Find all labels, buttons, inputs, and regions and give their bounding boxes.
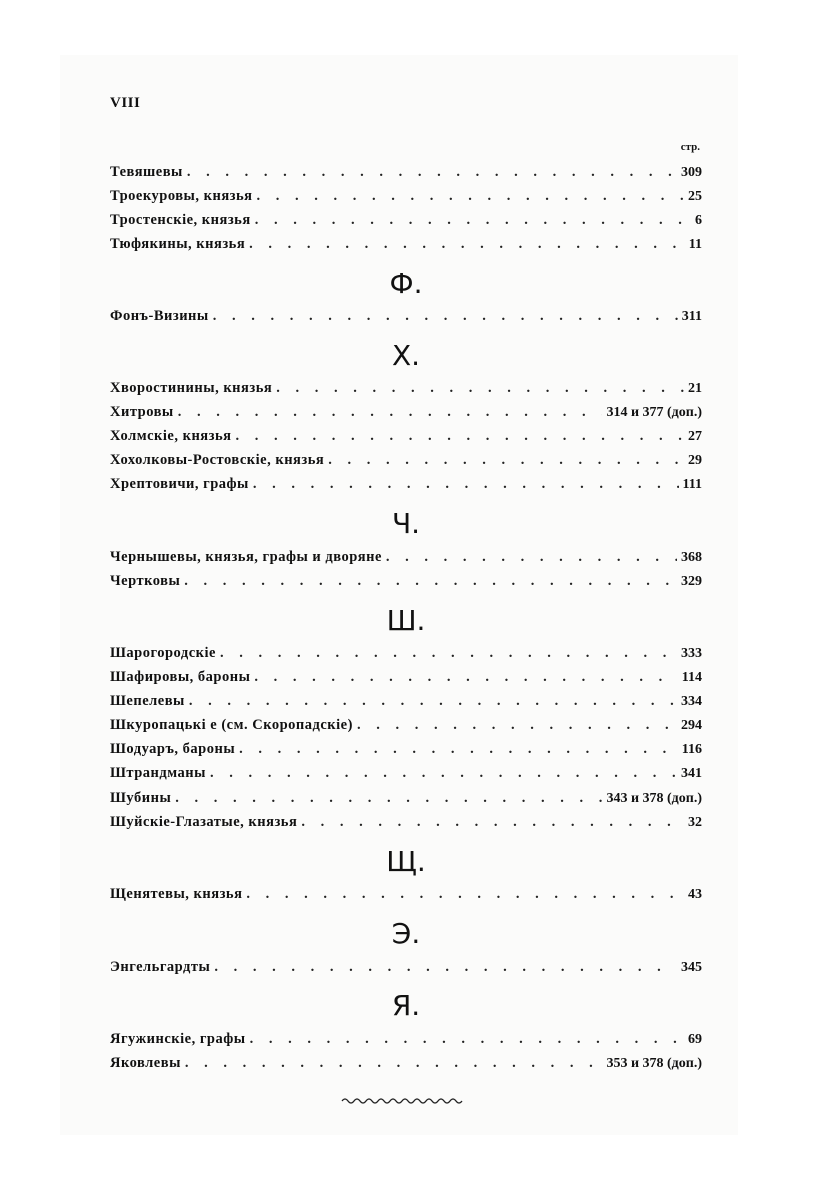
- entry-name: Фонъ-Визины: [110, 308, 209, 324]
- index-entry: [110, 376, 702, 400]
- entry-page: 69: [688, 1032, 702, 1047]
- entry-name: Троекуровы, князья: [110, 188, 253, 204]
- index-entry: [110, 160, 702, 184]
- entry-name: Шафировы, бароны: [110, 669, 251, 685]
- dot-leader: [245, 232, 685, 256]
- index-entry: [110, 810, 702, 834]
- entry-page: 368: [681, 550, 702, 565]
- entry-name: Шодуаръ, бароны: [110, 741, 236, 757]
- page-column-header: стр.: [680, 141, 700, 153]
- entry-name: Шарогородскіе: [110, 645, 216, 661]
- entry-name: Хрептовичи, графы: [110, 476, 249, 492]
- entry-page: 11: [688, 237, 702, 252]
- dot-leader: [209, 304, 678, 328]
- index-entry: [110, 689, 702, 713]
- entry-page: 341: [681, 766, 702, 781]
- entry-name: Хохолковы-Ростовскіе, князья: [110, 452, 325, 468]
- entry-page: 6: [695, 213, 702, 228]
- dot-leader: [272, 376, 684, 400]
- entry-name: Чернышевы, князья, графы и дворяне: [110, 549, 382, 565]
- entry-page: 314 и 377 (доп.): [606, 405, 702, 420]
- index-entry: [110, 545, 702, 569]
- entry-name: Яковлевы: [110, 1055, 181, 1071]
- index-entry: [110, 569, 702, 593]
- index-entry: [110, 665, 702, 689]
- entry-page: 329: [681, 574, 702, 589]
- entry-page: 25: [688, 189, 702, 204]
- entry-page: 353 и 378 (доп.): [606, 1056, 702, 1071]
- entry-name: Тюфякины, князья: [110, 236, 246, 252]
- dot-leader: [210, 955, 677, 979]
- entry-name: Штрандманы: [110, 765, 206, 781]
- dot-leader: [180, 569, 677, 593]
- dot-leader: [297, 810, 684, 834]
- section-heading: Щ.: [386, 845, 426, 878]
- entry-page: 32: [688, 815, 702, 830]
- dot-leader: [235, 737, 678, 761]
- dot-leader: [171, 786, 602, 810]
- entry-page: 114: [681, 670, 702, 685]
- dot-leader: [250, 665, 677, 689]
- section-heading: Э.: [391, 917, 421, 950]
- wavy-ornament: [341, 1095, 463, 1105]
- entry-page: 43: [688, 887, 702, 902]
- entry-name: Шкуропацькі е (см. Скоропадскіе): [110, 717, 353, 733]
- dot-leader: [251, 208, 691, 232]
- dot-leader: [242, 882, 684, 906]
- dot-leader: [174, 400, 603, 424]
- index-entry: [110, 737, 702, 761]
- index-entry: [110, 713, 702, 737]
- entry-name: Шубины: [110, 790, 172, 806]
- section-heading: Я.: [391, 989, 421, 1022]
- index-entry: [110, 1027, 702, 1051]
- dot-leader: [253, 184, 684, 208]
- page-folio: VIII: [110, 95, 141, 111]
- entry-name: Ягужинскіе, графы: [110, 1031, 246, 1047]
- index-entry: [110, 472, 702, 496]
- entry-page: 27: [688, 429, 702, 444]
- entry-page: 311: [681, 309, 702, 324]
- dot-leader: [249, 472, 679, 496]
- index-entry: [110, 955, 702, 979]
- index-entry: [110, 448, 702, 472]
- dot-leader: [185, 689, 677, 713]
- entry-page: 21: [688, 381, 702, 396]
- index-entry: [110, 424, 702, 448]
- entry-name: Тростенскіе, князья: [110, 212, 251, 228]
- index-entry: [110, 232, 702, 256]
- section-heading: Ч.: [391, 507, 421, 540]
- dot-leader: [232, 424, 685, 448]
- dot-leader: [324, 448, 684, 472]
- entry-page: 294: [681, 718, 702, 733]
- dot-leader: [183, 160, 677, 184]
- entry-page: 111: [682, 477, 702, 492]
- dot-leader: [382, 545, 677, 569]
- entry-page: 334: [681, 694, 702, 709]
- entry-name: Шуйскіе-Глазатые, князья: [110, 814, 298, 830]
- index-entry: [110, 184, 702, 208]
- entry-name: Тевяшевы: [110, 164, 183, 180]
- dot-leader: [353, 713, 677, 737]
- entry-page: 29: [688, 453, 702, 468]
- section-heading: Х.: [391, 339, 421, 372]
- dot-leader: [206, 761, 677, 785]
- entry-name: Холмскіе, князья: [110, 428, 232, 444]
- index-entry: [110, 786, 702, 810]
- section-heading: Ф.: [389, 267, 423, 300]
- entry-page: 116: [681, 742, 702, 757]
- entry-name: Щенятевы, князья: [110, 886, 243, 902]
- index-entry: [110, 882, 702, 906]
- entry-name: Чертковы: [110, 573, 181, 589]
- dot-leader: [181, 1051, 603, 1075]
- entry-name: Хворостинины, князья: [110, 380, 273, 396]
- dot-leader: [246, 1027, 684, 1051]
- dot-leader: [216, 641, 677, 665]
- index-entry: [110, 641, 702, 665]
- index-entry: [110, 761, 702, 785]
- entry-page: 309: [681, 165, 702, 180]
- section-heading: Ш.: [386, 604, 426, 637]
- entry-page: 333: [681, 646, 702, 661]
- index-entry: [110, 400, 702, 424]
- entry-page: 343 и 378 (доп.): [606, 791, 702, 806]
- index-entry: [110, 304, 702, 328]
- entry-name: Энгельгардты: [110, 959, 211, 975]
- index-entry: [110, 208, 702, 232]
- index-entry: [110, 1051, 702, 1075]
- entry-name: Хитровы: [110, 404, 174, 420]
- entry-page: 345: [681, 960, 702, 975]
- entry-name: Шепелевы: [110, 693, 185, 709]
